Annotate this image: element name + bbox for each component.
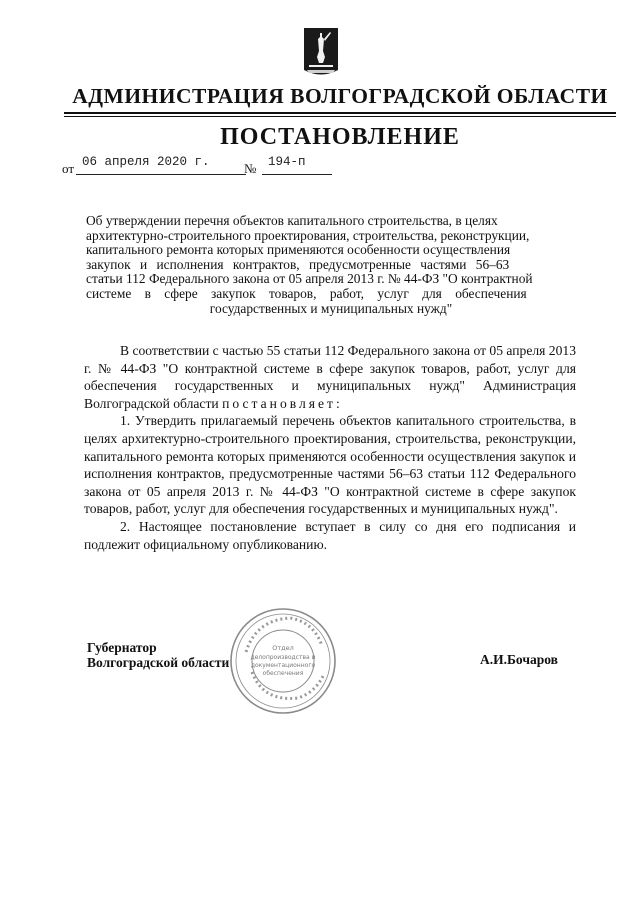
signer-name: А.И.Бочаров: [480, 652, 558, 667]
decree-word: постановляет:: [222, 395, 343, 411]
subject-line: государственных и муниципальных нужд": [209, 300, 453, 316]
signer-title-line: Волгоградской области: [87, 655, 230, 670]
date-label: от: [62, 161, 75, 176]
subject-line: Об утверждении перечня объектов капитального строительства, в целях: [86, 213, 498, 228]
preamble-text: В соответствии с частью 55 статьи 112 Федерального закона от 05 апреля 2013 г. № 44-ФЗ "О контрактной системе в сфере закупок товаров, работ, услуг для обеспечения государственных и муниципальных нужд" Администрация Волгоградской области: [84, 343, 576, 411]
stamp-text: документационного: [250, 662, 316, 669]
subject-line: системе в сфере закупок товаров, работ, услуг для обеспечения: [86, 285, 527, 301]
item-1-paragraph: 1. Утвердить прилагаемый перечень объектов капитального строительства, в целях архитектурно-строительного проектирования, строительства, реконструкции, капитального ремонта которых применяются особенности осуществления закупок и исполнения контрактов, предусмотренные частями 56–63 статьи 112 Федерального закона от 05 апреля 2013 г. № 44-ФЗ "О контрактной системе в сфере закупок товаров, работ, услуг для обеспечения государственных и муниципальных нужд".: [84, 413, 576, 517]
header-rule: [64, 112, 616, 114]
signer-title: [87, 640, 229, 670]
item-2-paragraph: 2. Настоящее постановление вступает в силу со дня его подписания и подлежит официальному опубликованию.: [84, 518, 576, 552]
stamp-text: обеспечения: [262, 670, 304, 677]
preamble-paragraph: [84, 342, 576, 412]
office-stamp-icon: [228, 606, 338, 716]
subject-line: капитального ремонта которых применяются особенности осуществления: [86, 242, 511, 258]
stamp-text: Отдел: [272, 644, 294, 652]
coat-of-arms-icon: [303, 27, 339, 77]
header-rule-thin: [64, 116, 616, 117]
subject-block: [86, 214, 576, 316]
organization-title: АДМИНИСТРАЦИЯ ВОЛГОГРАДСКОЙ ОБЛАСТИ: [72, 84, 608, 108]
stamp-text: делопроизводства и: [250, 654, 316, 661]
subject-line: архитектурно-строительного проектирования, строительства, реконструкции,: [86, 227, 530, 243]
body-block: [84, 342, 576, 553]
subject-line: статьи 112 Федерального закона от 05 апреля 2013 г. № 44-ФЗ "О контрактной: [86, 271, 533, 287]
number-label: №: [244, 161, 257, 176]
signer-title-line: Губернатор: [87, 640, 157, 655]
subject-line: закупок и исполнения контрактов, предусмотренные частями 56–63: [86, 256, 510, 272]
date-field: 06 апреля 2020 г.: [76, 152, 246, 175]
document-type-title: ПОСТАНОВЛЕНИЕ: [220, 124, 460, 150]
number-field: 194-п: [262, 152, 332, 175]
